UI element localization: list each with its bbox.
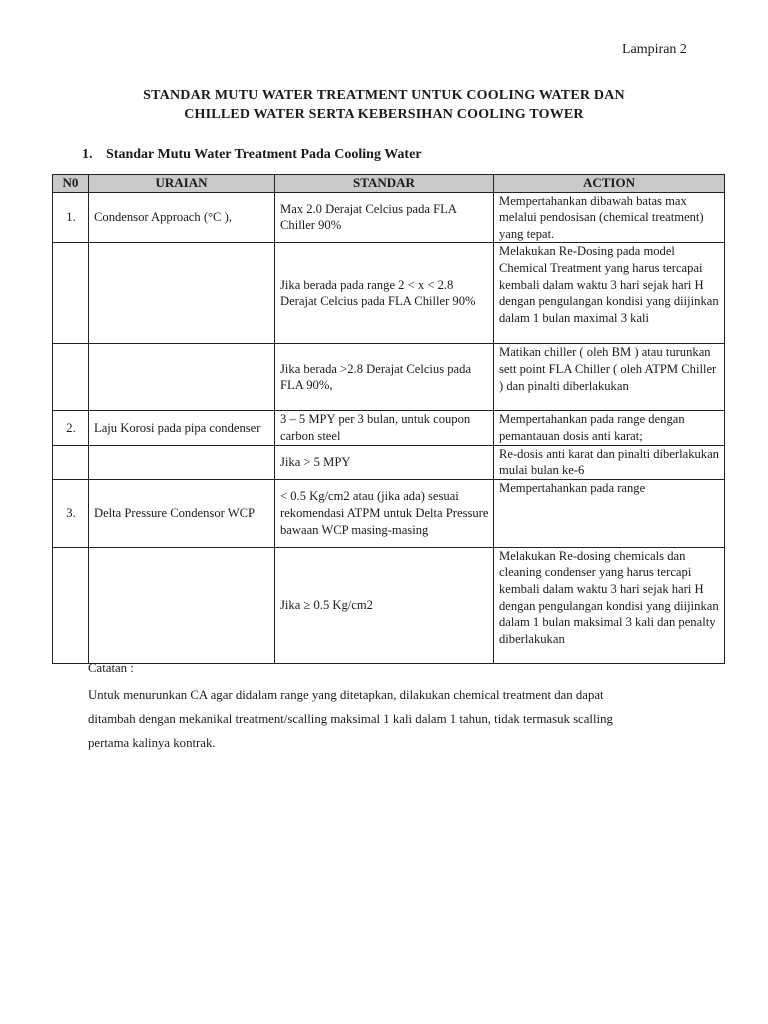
- header-uraian: URAIAN: [89, 175, 275, 193]
- cell-no: [53, 445, 89, 479]
- header-standar: STANDAR: [275, 175, 494, 193]
- cell-standar: Max 2.0 Derajat Celcius pada FLA Chiller 90%: [275, 192, 494, 243]
- notes-section: [88, 660, 718, 755]
- table-row: [53, 547, 725, 663]
- cell-no: [53, 547, 89, 663]
- notes-body: [88, 683, 718, 755]
- cell-no: [53, 344, 89, 411]
- cell-uraian: [89, 344, 275, 411]
- cell-uraian: [89, 243, 275, 344]
- header-action: ACTION: [494, 175, 725, 193]
- section-heading: [82, 147, 422, 163]
- cell-action: Re-dosis anti karat dan pinalti diberlakukan mulai bulan ke-6: [494, 445, 725, 479]
- cell-uraian: Laju Korosi pada pipa condenser: [89, 411, 275, 445]
- cell-standar: 3 – 5 MPY per 3 bulan, untuk coupon carbon steel: [275, 411, 494, 445]
- title-line-1: STANDAR MUTU WATER TREATMENT UNTUK COOLING WATER DAN: [143, 88, 625, 103]
- cell-standar: < 0.5 Kg/cm2 atau (jika ada) sesuai rekomendasi ATPM untuk Delta Pressure bawaan WCP masing-masing: [275, 479, 494, 547]
- standards-table: [52, 174, 725, 664]
- table-row: [53, 445, 725, 479]
- section-number: 1.: [82, 147, 93, 162]
- cell-no: 2.: [53, 411, 89, 445]
- notes-line-1: Untuk menurunkan CA agar didalam range yang ditetapkan, dilakukan chemical treatment dan dapat: [88, 688, 604, 702]
- cell-no: 3.: [53, 479, 89, 547]
- cell-uraian: Condensor Approach (°C ),: [89, 192, 275, 243]
- cell-action: Mempertahankan dibawah batas max melalui pendosisan (chemical treatment) yang tepat.: [494, 192, 725, 243]
- cell-no: 1.: [53, 192, 89, 243]
- section-title: Standar Mutu Water Treatment Pada Cooling Water: [106, 147, 422, 162]
- notes-label: Catatan :: [88, 661, 134, 675]
- table-row: [53, 479, 725, 547]
- table-row: [53, 411, 725, 445]
- cell-action: Matikan chiller ( oleh BM ) atau turunkan sett point FLA Chiller ( oleh ATPM Chiller ) dan pinalti diberlakukan: [494, 344, 725, 411]
- table-header-row: [53, 175, 725, 193]
- cell-standar: Jika berada pada range 2 < x < 2.8 Derajat Celcius pada FLA Chiller 90%: [275, 243, 494, 344]
- cell-action: Melakukan Re-Dosing pada model Chemical Treatment yang harus tercapai kembali dalam waktu 3 hari sejak hari H dengan pengulangan kondisi yang diijinkan dalam 1 bulan maximal 3 kali: [494, 243, 725, 344]
- cell-action: Mempertahankan pada range: [494, 479, 725, 547]
- cell-standar: Jika > 5 MPY: [275, 445, 494, 479]
- cell-no: [53, 243, 89, 344]
- cell-standar: Jika ≥ 0.5 Kg/cm2: [275, 547, 494, 663]
- cell-action: Melakukan Re-dosing chemicals dan cleaning condenser yang harus tercapi kembali dalam waktu 3 hari sejak hari H dengan pengulangan kondisi yang diijinkan dalam 1 bulan maksimal 3 kali dan penalty diberlakukan: [494, 547, 725, 663]
- notes-line-3: pertama kalinya kontrak.: [88, 736, 216, 750]
- cell-standar: Jika berada >2.8 Derajat Celcius pada FLA 90%,: [275, 344, 494, 411]
- header-no: N0: [53, 175, 89, 193]
- table-row: [53, 344, 725, 411]
- table-row: [53, 243, 725, 344]
- notes-line-2: ditambah dengan mekanikal treatment/scalling maksimal 1 kali dalam 1 tahun, tidak termasuk scalling: [88, 712, 613, 726]
- cell-uraian: [89, 547, 275, 663]
- document-title: [0, 86, 768, 124]
- title-line-2: CHILLED WATER SERTA KEBERSIHAN COOLING TOWER: [184, 107, 584, 122]
- cell-uraian: [89, 445, 275, 479]
- attachment-label: Lampiran 2: [622, 42, 687, 57]
- cell-uraian: Delta Pressure Condensor WCP: [89, 479, 275, 547]
- table-row: [53, 192, 725, 243]
- cell-action: Mempertahankan pada range dengan pemantauan dosis anti karat;: [494, 411, 725, 445]
